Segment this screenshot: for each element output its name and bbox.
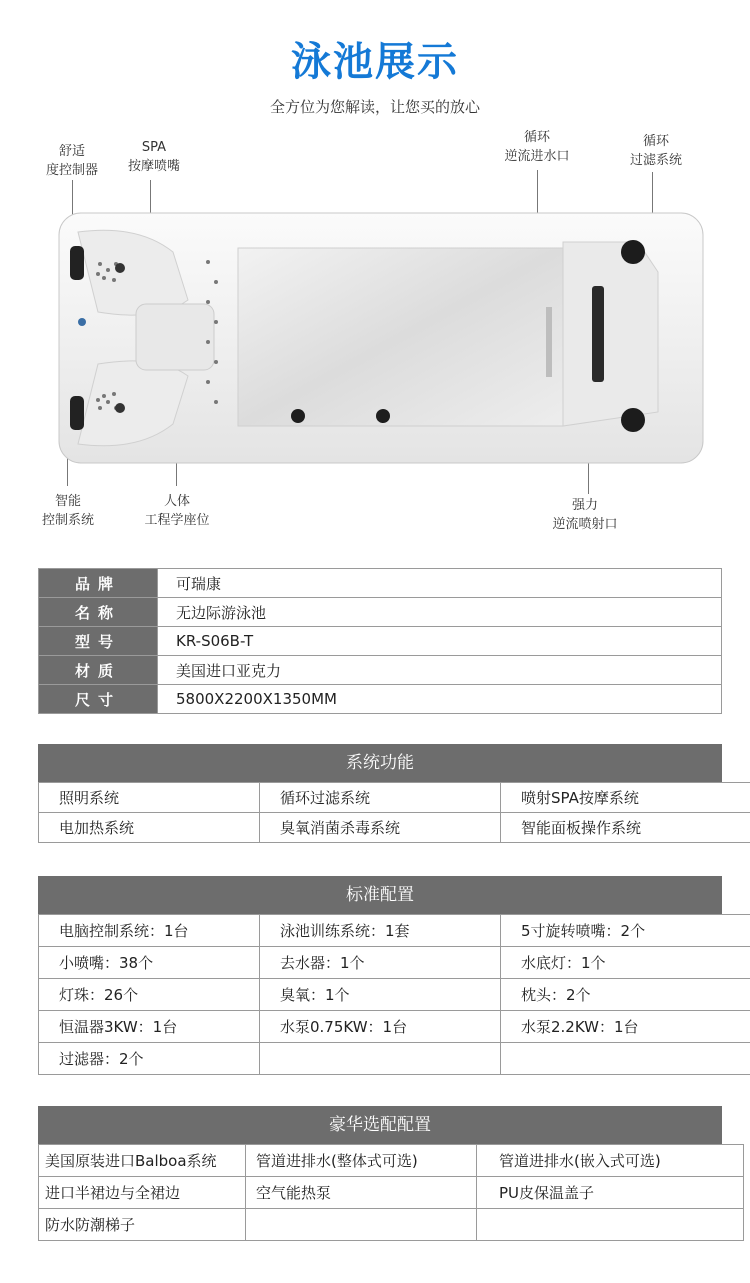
standard-title: 标准配置 <box>38 876 722 914</box>
luxury-cell: PU皮保温盖子 <box>477 1177 744 1209</box>
standard-table <box>38 914 750 1075</box>
spec-key: 尺寸 <box>39 685 158 714</box>
standard-row <box>39 915 750 947</box>
standard-cell: 水底灯：1个 <box>501 947 750 979</box>
functions-cell: 照明系统 <box>39 783 260 813</box>
functions-row <box>39 783 750 813</box>
page-subtitle: 全方位为您解读，让您买的放心 <box>269 98 480 116</box>
spec-row <box>39 685 722 714</box>
functions-cell: 臭氧消菌杀毒系统 <box>260 813 501 843</box>
luxury-row <box>39 1145 744 1177</box>
functions-cell: 循环过滤系统 <box>260 783 501 813</box>
luxury-cell: 进口半裙边与全裙边 <box>39 1177 246 1209</box>
functions-title: 系统功能 <box>38 744 722 782</box>
luxury-cell <box>246 1209 477 1241</box>
standard-row <box>39 1011 750 1043</box>
spec-value: 5800X2200X1350MM <box>158 685 722 714</box>
callout-spa-nozzle: SPA 按摩喷嘴 <box>127 140 180 174</box>
callout-counterflow-jet: 强力 逆流喷射口 <box>552 498 618 532</box>
luxury-cell: 管道进排水(整体式可选) <box>246 1145 477 1177</box>
standard-cell <box>260 1043 501 1075</box>
luxury-cell: 管道进排水(嵌入式可选) <box>477 1145 744 1177</box>
standard-cell: 去水器：1个 <box>260 947 501 979</box>
spec-table <box>38 568 722 714</box>
callout-circulation-filter: 循环 过滤系统 <box>629 134 682 168</box>
functions-cell: 喷射SPA按摩系统 <box>501 783 750 813</box>
standard-cell: 臭氧：1个 <box>260 979 501 1011</box>
luxury-cell <box>477 1209 744 1241</box>
spec-row <box>39 656 722 685</box>
standard-row <box>39 1043 750 1075</box>
luxury-table <box>38 1144 744 1241</box>
luxury-section <box>38 1106 722 1241</box>
functions-row <box>39 813 750 843</box>
spec-row <box>39 627 722 656</box>
luxury-title: 豪华选配配置 <box>38 1106 722 1144</box>
standard-cell: 枕头：2个 <box>501 979 750 1011</box>
standard-cell: 水泵2.2KW：1台 <box>501 1011 750 1043</box>
functions-table <box>38 782 750 843</box>
callout-smart-control: 智能 控制系统 <box>41 494 94 528</box>
spec-key: 品牌 <box>39 569 158 598</box>
spec-value: 美国进口亚克力 <box>158 656 722 685</box>
luxury-row <box>39 1209 744 1241</box>
functions-section <box>38 744 722 843</box>
callout-comfort-controller: 舒适 度控制器 <box>45 144 98 178</box>
standard-section <box>38 876 722 1075</box>
spec-value: 可瑞康 <box>158 569 722 598</box>
luxury-cell: 防水防潮梯子 <box>39 1209 246 1241</box>
standard-cell: 泳池训练系统：1套 <box>260 915 501 947</box>
standard-cell: 5寸旋转喷嘴：2个 <box>501 915 750 947</box>
standard-cell: 小喷嘴：38个 <box>39 947 260 979</box>
callout-circulation-inlet: 循环 逆流进水口 <box>504 130 570 164</box>
pool-image <box>58 212 704 464</box>
standard-row <box>39 947 750 979</box>
standard-cell: 水泵0.75KW：1台 <box>260 1011 501 1043</box>
spec-key: 型号 <box>39 627 158 656</box>
standard-cell: 电脑控制系统：1台 <box>39 915 260 947</box>
luxury-row <box>39 1177 744 1209</box>
functions-cell: 智能面板操作系统 <box>501 813 750 843</box>
spec-row <box>39 569 722 598</box>
standard-row <box>39 979 750 1011</box>
luxury-cell: 空气能热泵 <box>246 1177 477 1209</box>
standard-cell: 恒温器3KW：1台 <box>39 1011 260 1043</box>
spec-value: 无边际游泳池 <box>158 598 722 627</box>
luxury-cell: 美国原装进口Balboa系统 <box>39 1145 246 1177</box>
spec-value: KR-S06B-T <box>158 627 722 656</box>
standard-cell: 过滤器：2个 <box>39 1043 260 1075</box>
functions-cell: 电加热系统 <box>39 813 260 843</box>
spec-key: 名称 <box>39 598 158 627</box>
callout-ergonomic-seat: 人体 工程学座位 <box>144 494 210 528</box>
spec-row <box>39 598 722 627</box>
page-title: 泳池展示 <box>291 39 459 85</box>
spec-key: 材质 <box>39 656 158 685</box>
standard-cell: 灯珠：26个 <box>39 979 260 1011</box>
standard-cell <box>501 1043 750 1075</box>
